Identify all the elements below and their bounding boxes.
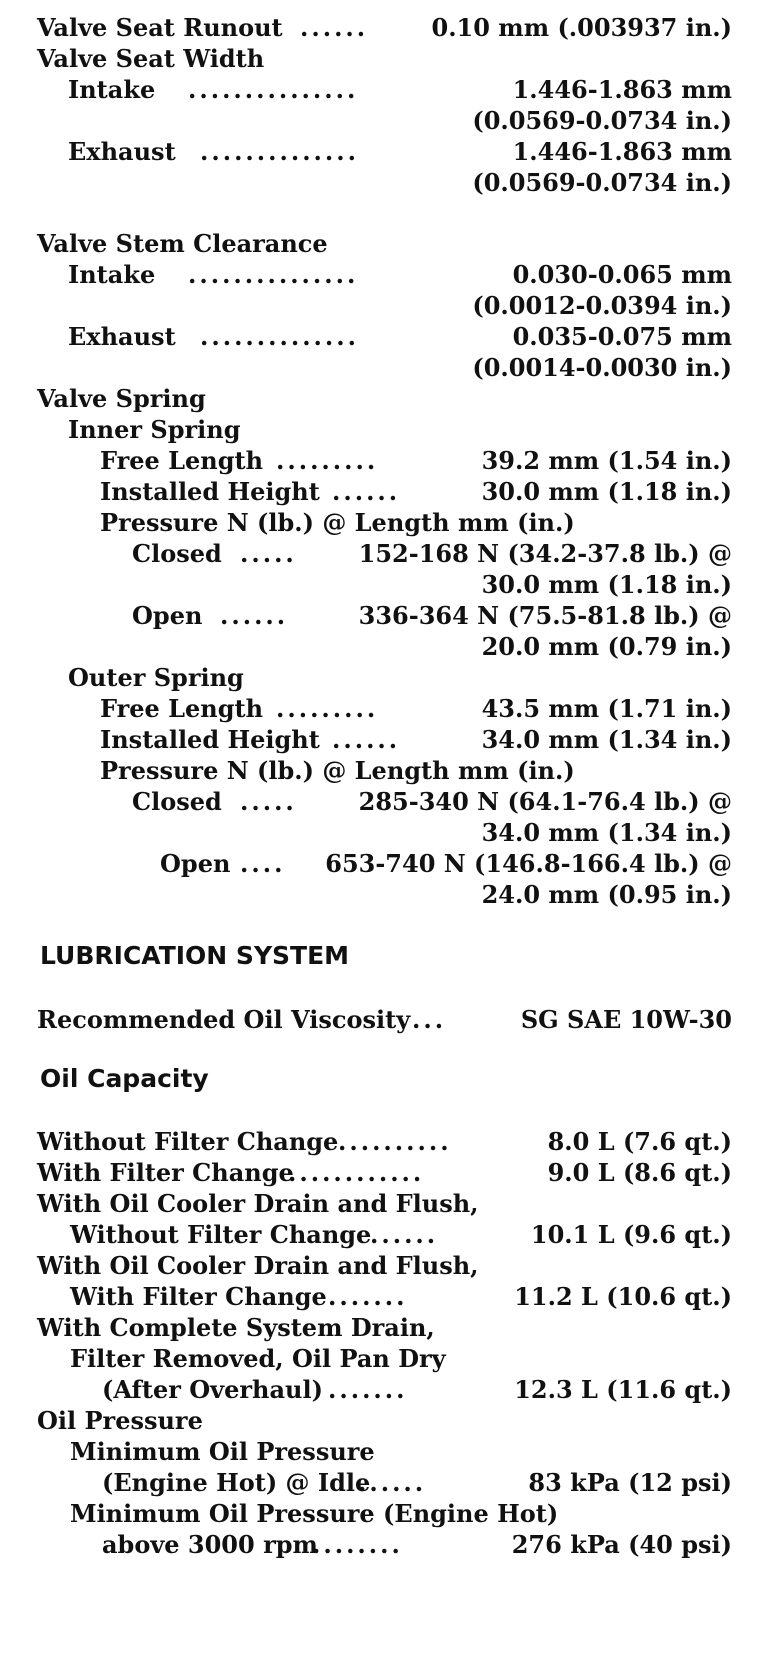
spec-value: 9.0 L (8.6 qt.) [547, 1158, 732, 1187]
spec-label: Free Length [100, 694, 264, 723]
spec-value: (0.0014-0.0030 in.) [472, 353, 732, 382]
spec-row-cooler-flush-line1b [0, 1250, 768, 1281]
spec-value: 43.5 mm (1.71 in.) [481, 694, 732, 723]
spec-label: Installed Height [100, 477, 320, 506]
spec-label: Valve Seat Runout [37, 13, 283, 42]
spec-row-min-pressure-above-line1 [0, 1498, 768, 1529]
spec-row-complete-drain-line2 [0, 1343, 768, 1374]
leader-dots: ......... [276, 694, 379, 723]
spec-label: Inner Spring [68, 415, 241, 444]
leader-dots: .... [240, 849, 286, 878]
spec-value: 39.2 mm (1.54 in.) [481, 446, 732, 475]
spec-row-complete-drain-overhaul [0, 1374, 768, 1405]
spec-row-min-pressure-above [0, 1529, 768, 1560]
spec-group-inner-pressure [0, 507, 768, 538]
leader-dots: ...... [370, 1220, 439, 1249]
spec-label: Free Length [100, 446, 264, 475]
spec-row-stem-clearance-intake-imperial [0, 290, 768, 321]
spec-row-outer-installed-height [0, 724, 768, 755]
leader-dots: ............... [188, 260, 359, 289]
spec-label: Valve Seat Width [37, 44, 265, 73]
spec-row-valve-seat-runout [0, 12, 768, 43]
spec-value: 1.446-1.863 mm [512, 75, 732, 104]
spec-row-outer-open-length [0, 879, 768, 910]
spec-row-oil-viscosity [0, 1004, 768, 1035]
leader-dots: ...... [300, 13, 369, 42]
spec-value: 8.0 L (7.6 qt.) [547, 1127, 732, 1156]
spec-label: Pressure N (lb.) @ Length mm (in.) [100, 508, 575, 537]
spec-row-stem-clearance-exhaust [0, 321, 768, 352]
spec-value: 285-340 N (64.1-76.4 lb.) @ [358, 787, 732, 816]
leader-dots: .............. [200, 137, 359, 166]
spec-value: 1.446-1.863 mm [512, 137, 732, 166]
spec-row-outer-closed-length [0, 817, 768, 848]
spec-label: Valve Stem Clearance [37, 229, 328, 258]
spec-value: SG SAE 10W-30 [520, 1005, 732, 1034]
spec-row-seat-width-exhaust-imperial [0, 167, 768, 198]
spec-row-seat-width-exhaust [0, 136, 768, 167]
spec-value: (0.0012-0.0394 in.) [472, 291, 732, 320]
spec-label: With Oil Cooler Drain and Flush, [37, 1251, 479, 1280]
spec-value: 30.0 mm (1.18 in.) [481, 570, 732, 599]
spec-value: 11.2 L (10.6 qt.) [514, 1282, 732, 1311]
spec-value: (0.0569-0.0734 in.) [472, 168, 732, 197]
spec-label: (After Overhaul) [102, 1375, 323, 1404]
spec-value: 0.10 mm (.003937 in.) [431, 13, 732, 42]
spec-row-inner-open-length [0, 631, 768, 662]
spec-label: Oil Pressure [37, 1406, 203, 1435]
spec-label: above 3000 rpm [102, 1530, 318, 1559]
spec-row-cooler-flush-with-filter [0, 1281, 768, 1312]
spec-row-outer-open [0, 848, 768, 879]
spec-label: With Filter Change [37, 1158, 294, 1187]
spec-group-valve-stem-clearance [0, 228, 768, 259]
spec-row-inner-installed-height [0, 476, 768, 507]
spec-label: Exhaust [68, 137, 176, 166]
leader-dots: ..... [240, 787, 297, 816]
spec-label: (Engine Hot) @ Idle [102, 1468, 371, 1497]
spec-group-valve-seat-width [0, 43, 768, 74]
spec-label: Closed [132, 787, 222, 816]
leader-dots: ........ [312, 1530, 403, 1559]
spec-value: 0.030-0.065 mm [512, 260, 732, 289]
spec-label: Without Filter Change [70, 1220, 372, 1249]
spec-value: 20.0 mm (0.79 in.) [481, 632, 732, 661]
leader-dots: ...... [220, 601, 289, 630]
spec-label: With Complete System Drain, [37, 1313, 435, 1342]
spec-row-without-filter-change [0, 1126, 768, 1157]
spec-group-outer-pressure [0, 755, 768, 786]
spec-value: 34.0 mm (1.34 in.) [481, 818, 732, 847]
spec-row-stem-clearance-exhaust-imperial [0, 352, 768, 383]
leader-dots: ... [412, 1005, 447, 1034]
spec-row-seat-width-intake [0, 74, 768, 105]
spec-value: 0.035-0.075 mm [512, 322, 732, 351]
spec-value: 30.0 mm (1.18 in.) [481, 477, 732, 506]
spec-label: Exhaust [68, 322, 176, 351]
spec-label: With Oil Cooler Drain and Flush, [37, 1189, 479, 1218]
spec-row-inner-free-length [0, 445, 768, 476]
spec-value: (0.0569-0.0734 in.) [472, 106, 732, 135]
spec-row-outer-free-length [0, 693, 768, 724]
spec-group-oil-pressure [0, 1405, 768, 1436]
spec-row-outer-closed [0, 786, 768, 817]
spec-value: 336-364 N (75.5-81.8 lb.) @ [358, 601, 732, 630]
leader-dots: .............. [200, 322, 359, 351]
leader-dots: ...... [332, 725, 401, 754]
spec-label: Closed [132, 539, 222, 568]
spec-label: Filter Removed, Oil Pan Dry [70, 1344, 446, 1373]
spec-row-stem-clearance-intake [0, 259, 768, 290]
spec-row-cooler-flush-line1 [0, 1188, 768, 1219]
spec-value: 10.1 L (9.6 qt.) [530, 1220, 732, 1249]
spec-value: 653-740 N (146.8-166.4 lb.) @ [325, 849, 732, 878]
spec-label: With Filter Change [70, 1282, 327, 1311]
spec-group-outer-spring [0, 662, 768, 693]
leader-dots: ..... [240, 539, 297, 568]
spec-label: Without Filter Change [37, 1127, 339, 1156]
leader-dots: ....... [328, 1375, 408, 1404]
leader-dots: ....... [328, 1282, 408, 1311]
spec-row-cooler-flush-without-filter [0, 1219, 768, 1250]
spec-row-min-pressure-idle [0, 1467, 768, 1498]
spec-label: Pressure N (lb.) @ Length mm (in.) [100, 756, 575, 785]
spec-label: Minimum Oil Pressure (Engine Hot) [70, 1499, 559, 1528]
section-heading-oil-capacity: Oil Capacity [40, 1064, 209, 1093]
leader-dots: ......... [276, 446, 379, 475]
spec-value: 276 kPa (40 psi) [511, 1530, 732, 1559]
spec-row-with-filter-change [0, 1157, 768, 1188]
spec-label: Intake [68, 75, 156, 104]
leader-dots: ............ [288, 1158, 425, 1187]
spec-value: 24.0 mm (0.95 in.) [481, 880, 732, 909]
spec-value: 83 kPa (12 psi) [528, 1468, 732, 1497]
spec-value: 152-168 N (34.2-37.8 lb.) @ [358, 539, 732, 568]
leader-dots: ...... [358, 1468, 427, 1497]
spec-value: 12.3 L (11.6 qt.) [514, 1375, 732, 1404]
spec-label: Intake [68, 260, 156, 289]
spec-row-inner-closed-length [0, 569, 768, 600]
spec-label: Installed Height [100, 725, 320, 754]
spec-group-valve-spring [0, 383, 768, 414]
spec-value: 34.0 mm (1.34 in.) [481, 725, 732, 754]
spec-row-min-pressure-idle-line1 [0, 1436, 768, 1467]
spec-label: Valve Spring [37, 384, 206, 413]
leader-dots: ............... [188, 75, 359, 104]
spec-label: Open [132, 601, 203, 630]
spec-label: Minimum Oil Pressure [70, 1437, 375, 1466]
spec-row-complete-drain-line1 [0, 1312, 768, 1343]
spec-row-seat-width-intake-imperial [0, 105, 768, 136]
spec-label: Recommended Oil Viscosity [37, 1005, 411, 1034]
section-heading-lubrication: LUBRICATION SYSTEM [40, 941, 350, 970]
spec-label: Open [160, 849, 231, 878]
leader-dots: .......... [338, 1127, 452, 1156]
spec-group-inner-spring [0, 414, 768, 445]
leader-dots: ...... [332, 477, 401, 506]
spec-label: Outer Spring [68, 663, 244, 692]
spec-row-inner-closed [0, 538, 768, 569]
spec-row-inner-open [0, 600, 768, 631]
